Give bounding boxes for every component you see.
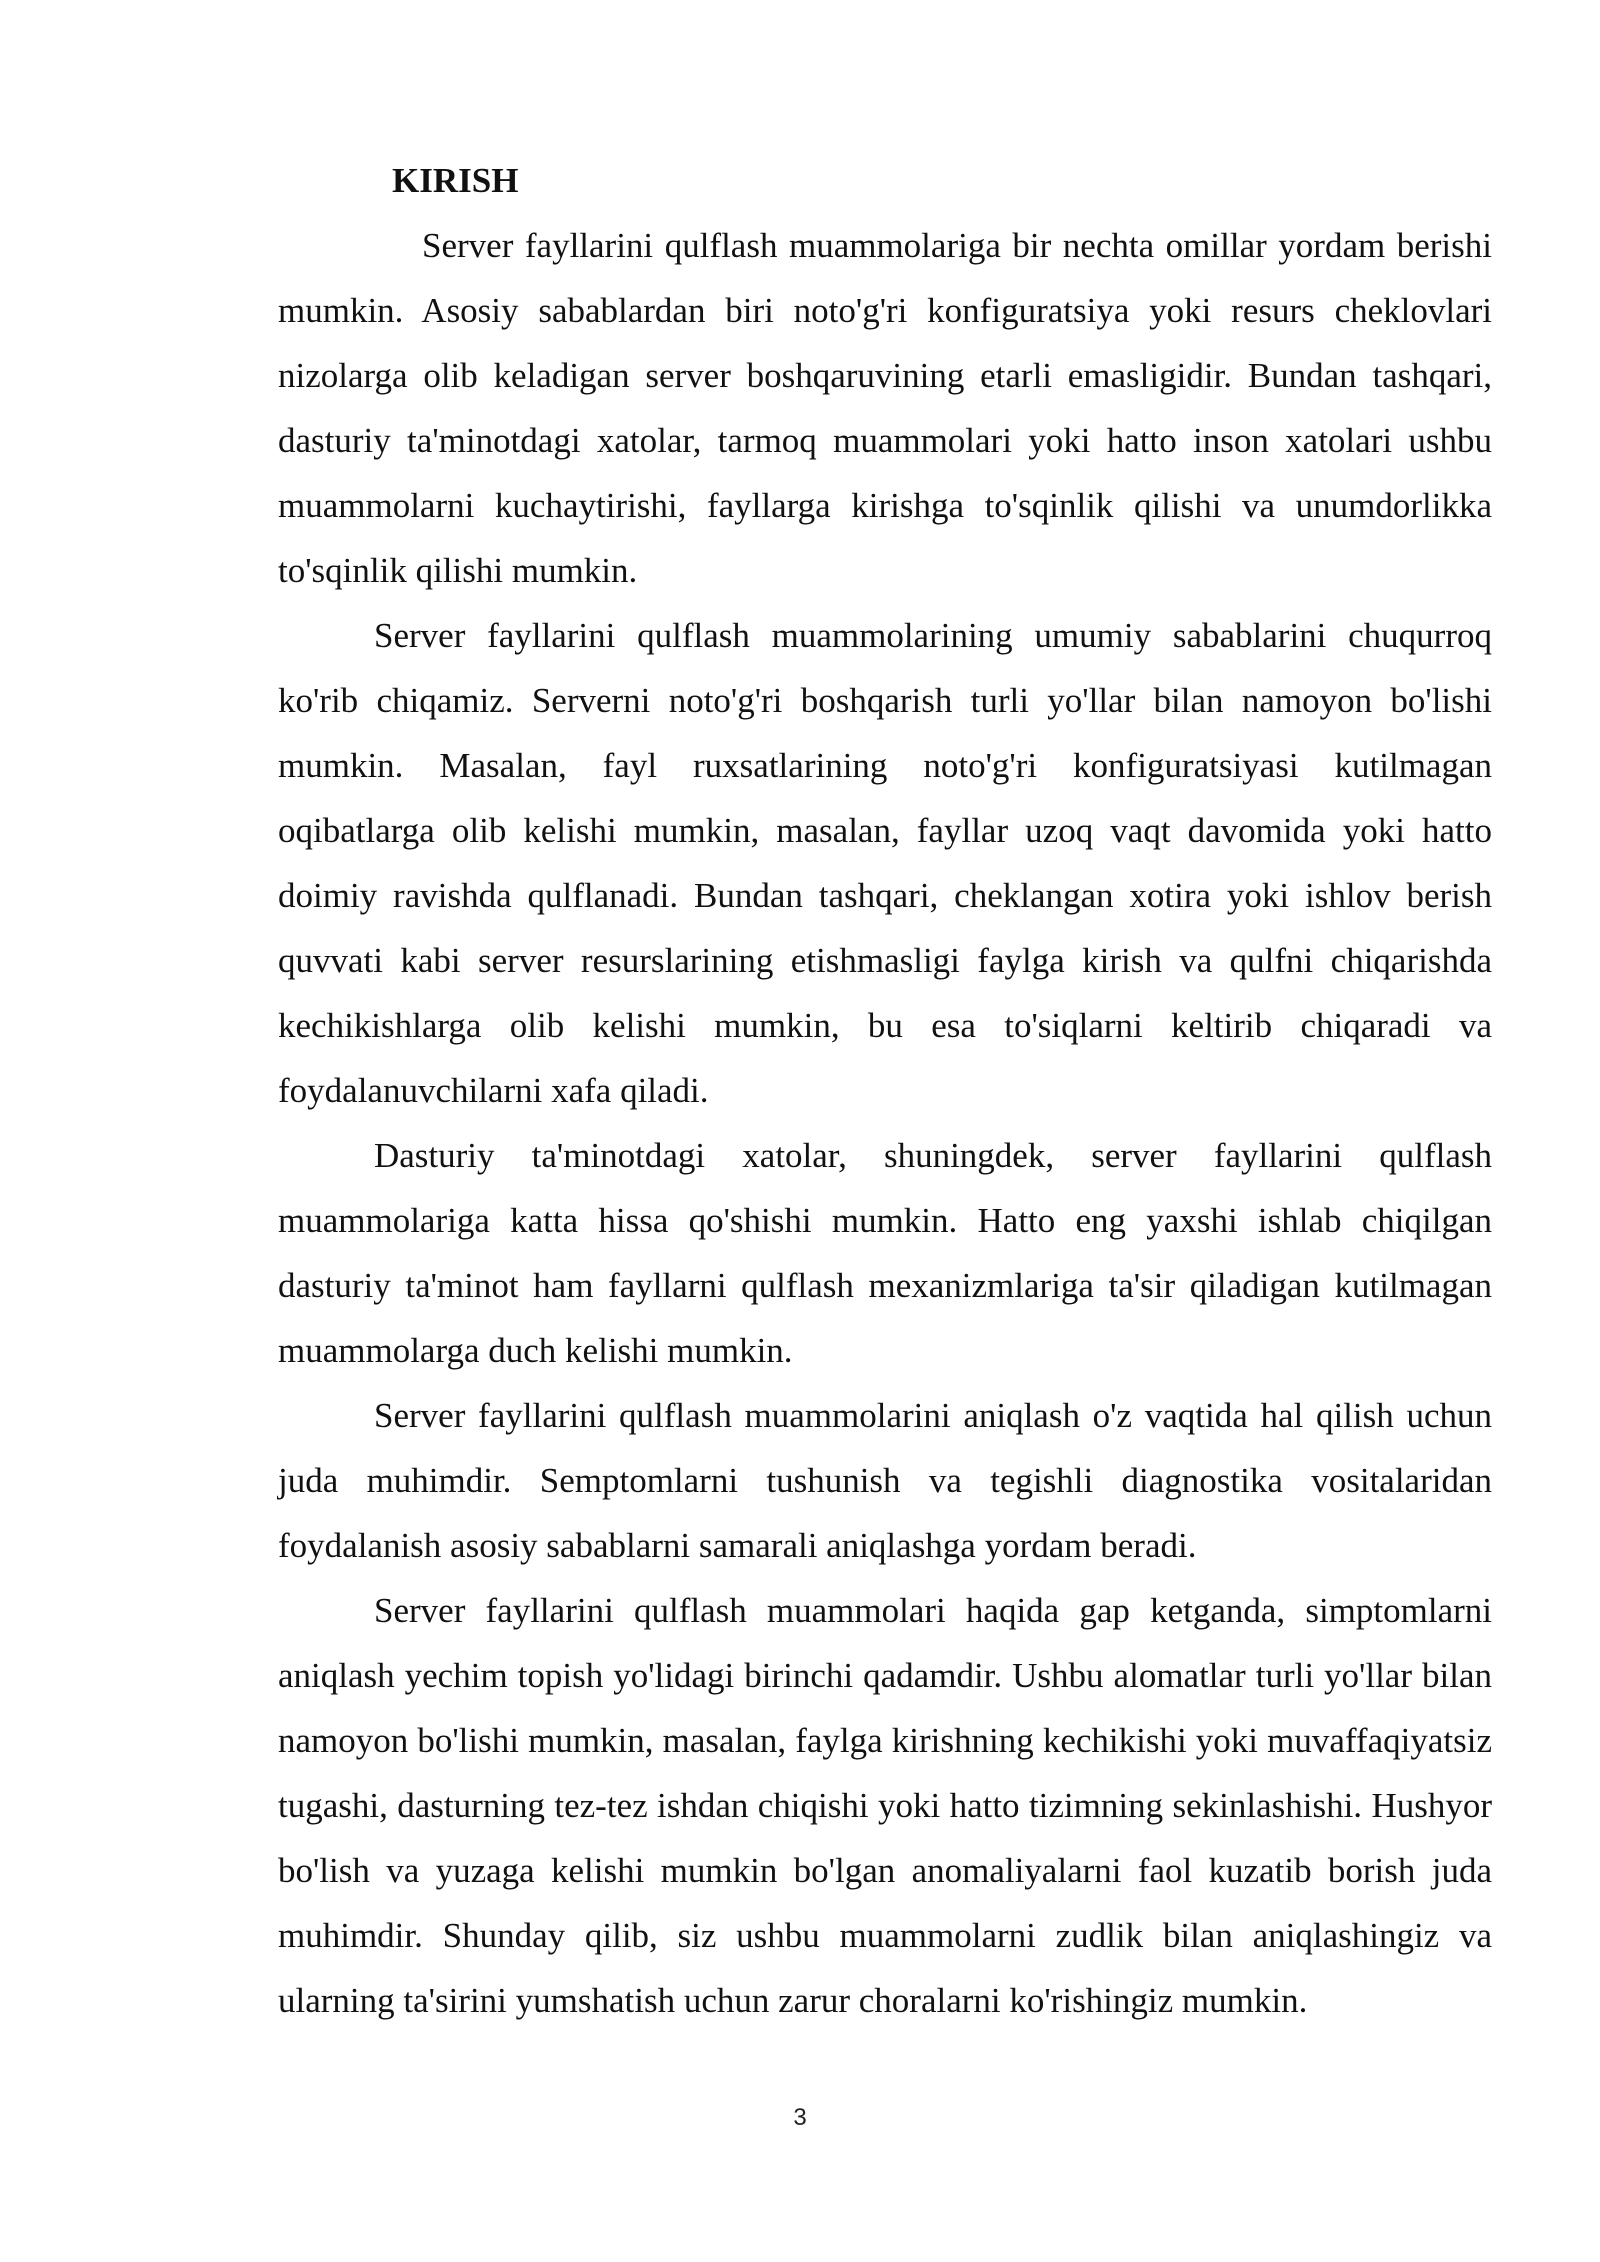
paragraph-1: Server fayllarini qulflash muammolariga bir nechta omillar yordam berishi mumkin. Asosiy sabablardan biri noto'g'ri konfiguratsiya yoki resurs cheklovlari nizolarga olib keladigan server boshqaruvining etarli emasligidir. Bundan tashqari, dasturiy ta'minotdagi xatolar, tarmoq muammolari yoki hatto inson xatolari ushbu muammolarni kuchaytirishi, fayllarga kirishga to'sqinlik qilishi va unumdorlikka to'sqinlik qilishi mumkin. [278,226,1492,590]
document-body [278,148,1492,2033]
section-heading: KIRISH [392,161,519,200]
paragraph-4: Server fayllarini qulflash muammolarini aniqlash o'z vaqtida hal qilish uchun juda muhimdir. Semptomlarni tushunish va tegishli diagnostika vositalaridan foydalanish asosiy sabablarni samarali aniqlashga yordam beradi. [278,1396,1492,1565]
paragraph-3: Dasturiy ta'minotdagi xatolar, shuningdek, server fayllarini qulflash muammolariga katta hissa qo'shishi mumkin. Hatto eng yaxshi ishlab chiqilgan dasturiy ta'minot ham fayllarni qulflash mexanizmlariga ta'sir qiladigan kutilmagan muammolarga duch kelishi mumkin. [278,1136,1492,1370]
paragraph-5: Server fayllarini qulflash muammolari haqida gap ketganda, simptomlarni aniqlash yechim topish yo'lidagi birinchi qadamdir. Ushbu alomatlar turli yo'llar bilan namoyon bo'lishi mumkin, masalan, faylga kirishning kechikishi yoki muvaffaqiyatsiz tugashi, dasturning tez-tez ishdan chiqishi yoki hatto tizimning sekinlashishi. Hushyor bo'lish va yuzaga kelishi mumkin bo'lgan anomaliyalarni faol kuzatib borish juda muhimdir. Shunday qilib, siz ushbu muammolarni zudlik bilan aniqlashingiz va ularning ta'sirini yumshatish uchun zarur choralarni ko'rishingiz mumkin. [278,1591,1492,2020]
page-number: 3 [793,2104,807,2131]
paragraph-2: Server fayllarini qulflash muammolarining umumiy sabablarini chuqurroq ko'rib chiqamiz. Serverni noto'g'ri boshqarish turli yo'llar bilan namoyon bo'lishi mumkin. Masalan, fayl ruxsatlarining noto'g'ri konfiguratsiyasi kutilmagan oqibatlarga olib kelishi mumkin, masalan, fayllar uzoq vaqt davomida yoki hatto doimiy ravishda qulflanadi. Bundan tashqari, cheklangan xotira yoki ishlov berish quvvati kabi server resurslarining etishmasligi faylga kirish va qulfni chiqarishda kechikishlarga olib kelishi mumkin, bu esa to'siqlarni keltirib chiqaradi va foydalanuvchilarni xafa qiladi. [278,616,1492,1110]
